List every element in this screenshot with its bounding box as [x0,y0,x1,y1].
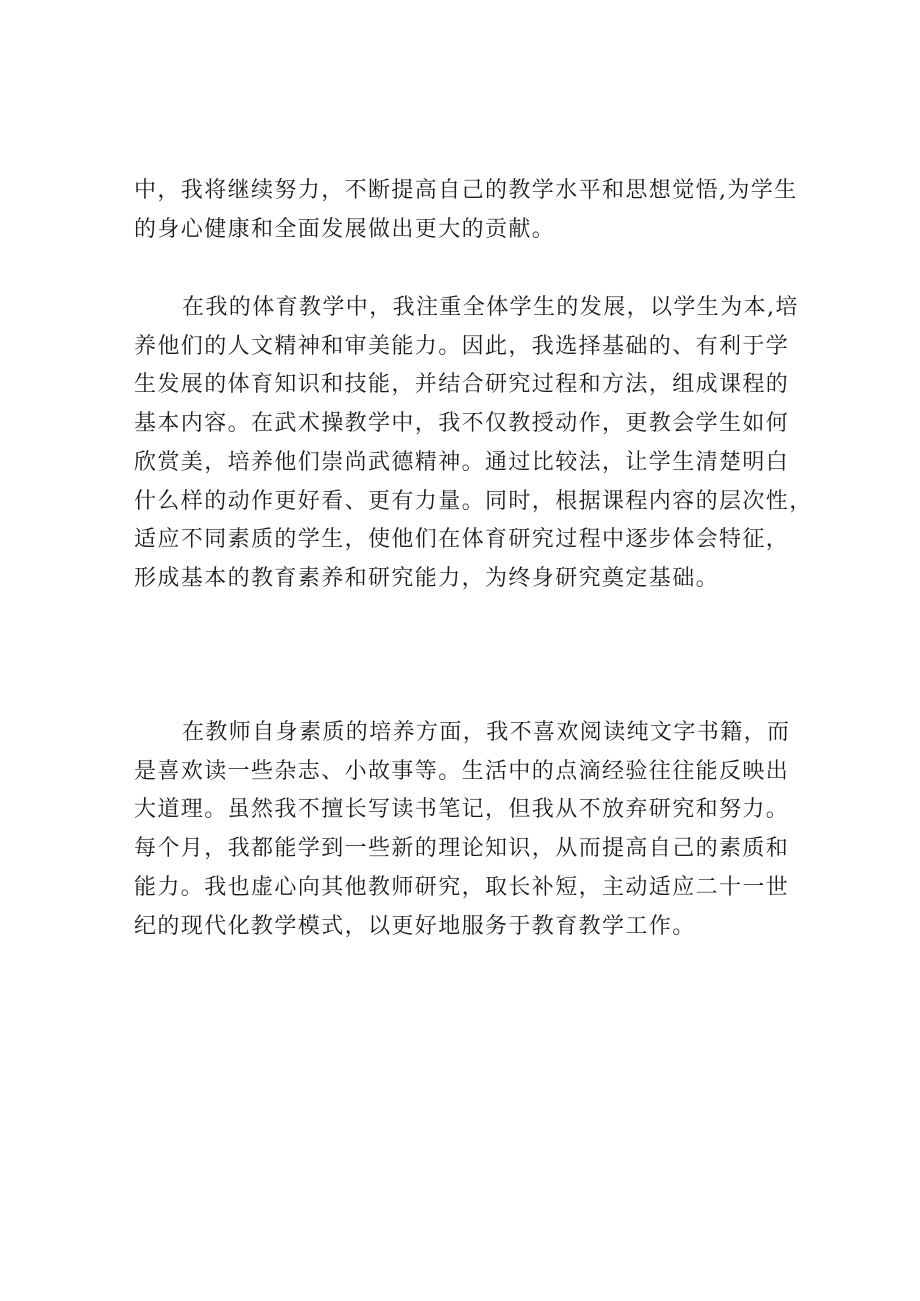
paragraph-teaching [134,289,813,599]
text-line: 基本内容。在武术操教学中，我不仅教授动作，更教会学生如何 [134,411,790,437]
text-line: 是喜欢读一些杂志、小故事等。生活中的点滴经验往往能反映出 [134,758,790,784]
text-line: 生发展的体育知识和技能，并结合研究过程和方法，组成课程的 [134,372,790,398]
text-line: 中，我将继续努力，不断提高自己的教学水平和思想觉悟,为学生 [134,178,798,203]
text-line: 的身心健康和全面发展做出更大的贡献。 [134,216,556,242]
text-line: 欣赏美，培养他们崇尚武德精神。通过比较法，让学生清楚明白 [134,449,790,475]
text-line: 在我的体育教学中，我注重全体学生的发展，以学生为本,培 [182,295,799,320]
paragraph-continuation [134,172,798,249]
text-line: 能力。我也虚心向其他教师研究，取长补短，主动适应二十一世 [134,874,790,900]
paragraph-self-improvement [134,714,794,946]
text-line: 纪的现代化教学模式，以更好地服务于教育教学工作。 [134,913,696,939]
text-line: 在教师自身素质的培养方面，我不喜欢阅读纯文字书籍，而 [182,720,791,745]
text-line: 什么样的动作更好看、更有力量。同时，根据课程内容的层次性， [134,488,813,514]
text-line: 形成基本的教育素养和研究能力，为终身研究奠定基础。 [134,565,720,591]
text-line: 每个月，我都能学到一些新的理论知识，从而提高自己的素质和 [134,836,790,862]
text-line: 适应不同素质的学生，使他们在体育研究过程中逐步体会特征， [134,527,790,553]
text-line: 养他们的人文精神和审美能力。因此，我选择基础的、有利于学 [134,333,790,359]
text-line: 大道理。虽然我不擅长写读书笔记，但我从不放弃研究和努力。 [134,797,790,823]
